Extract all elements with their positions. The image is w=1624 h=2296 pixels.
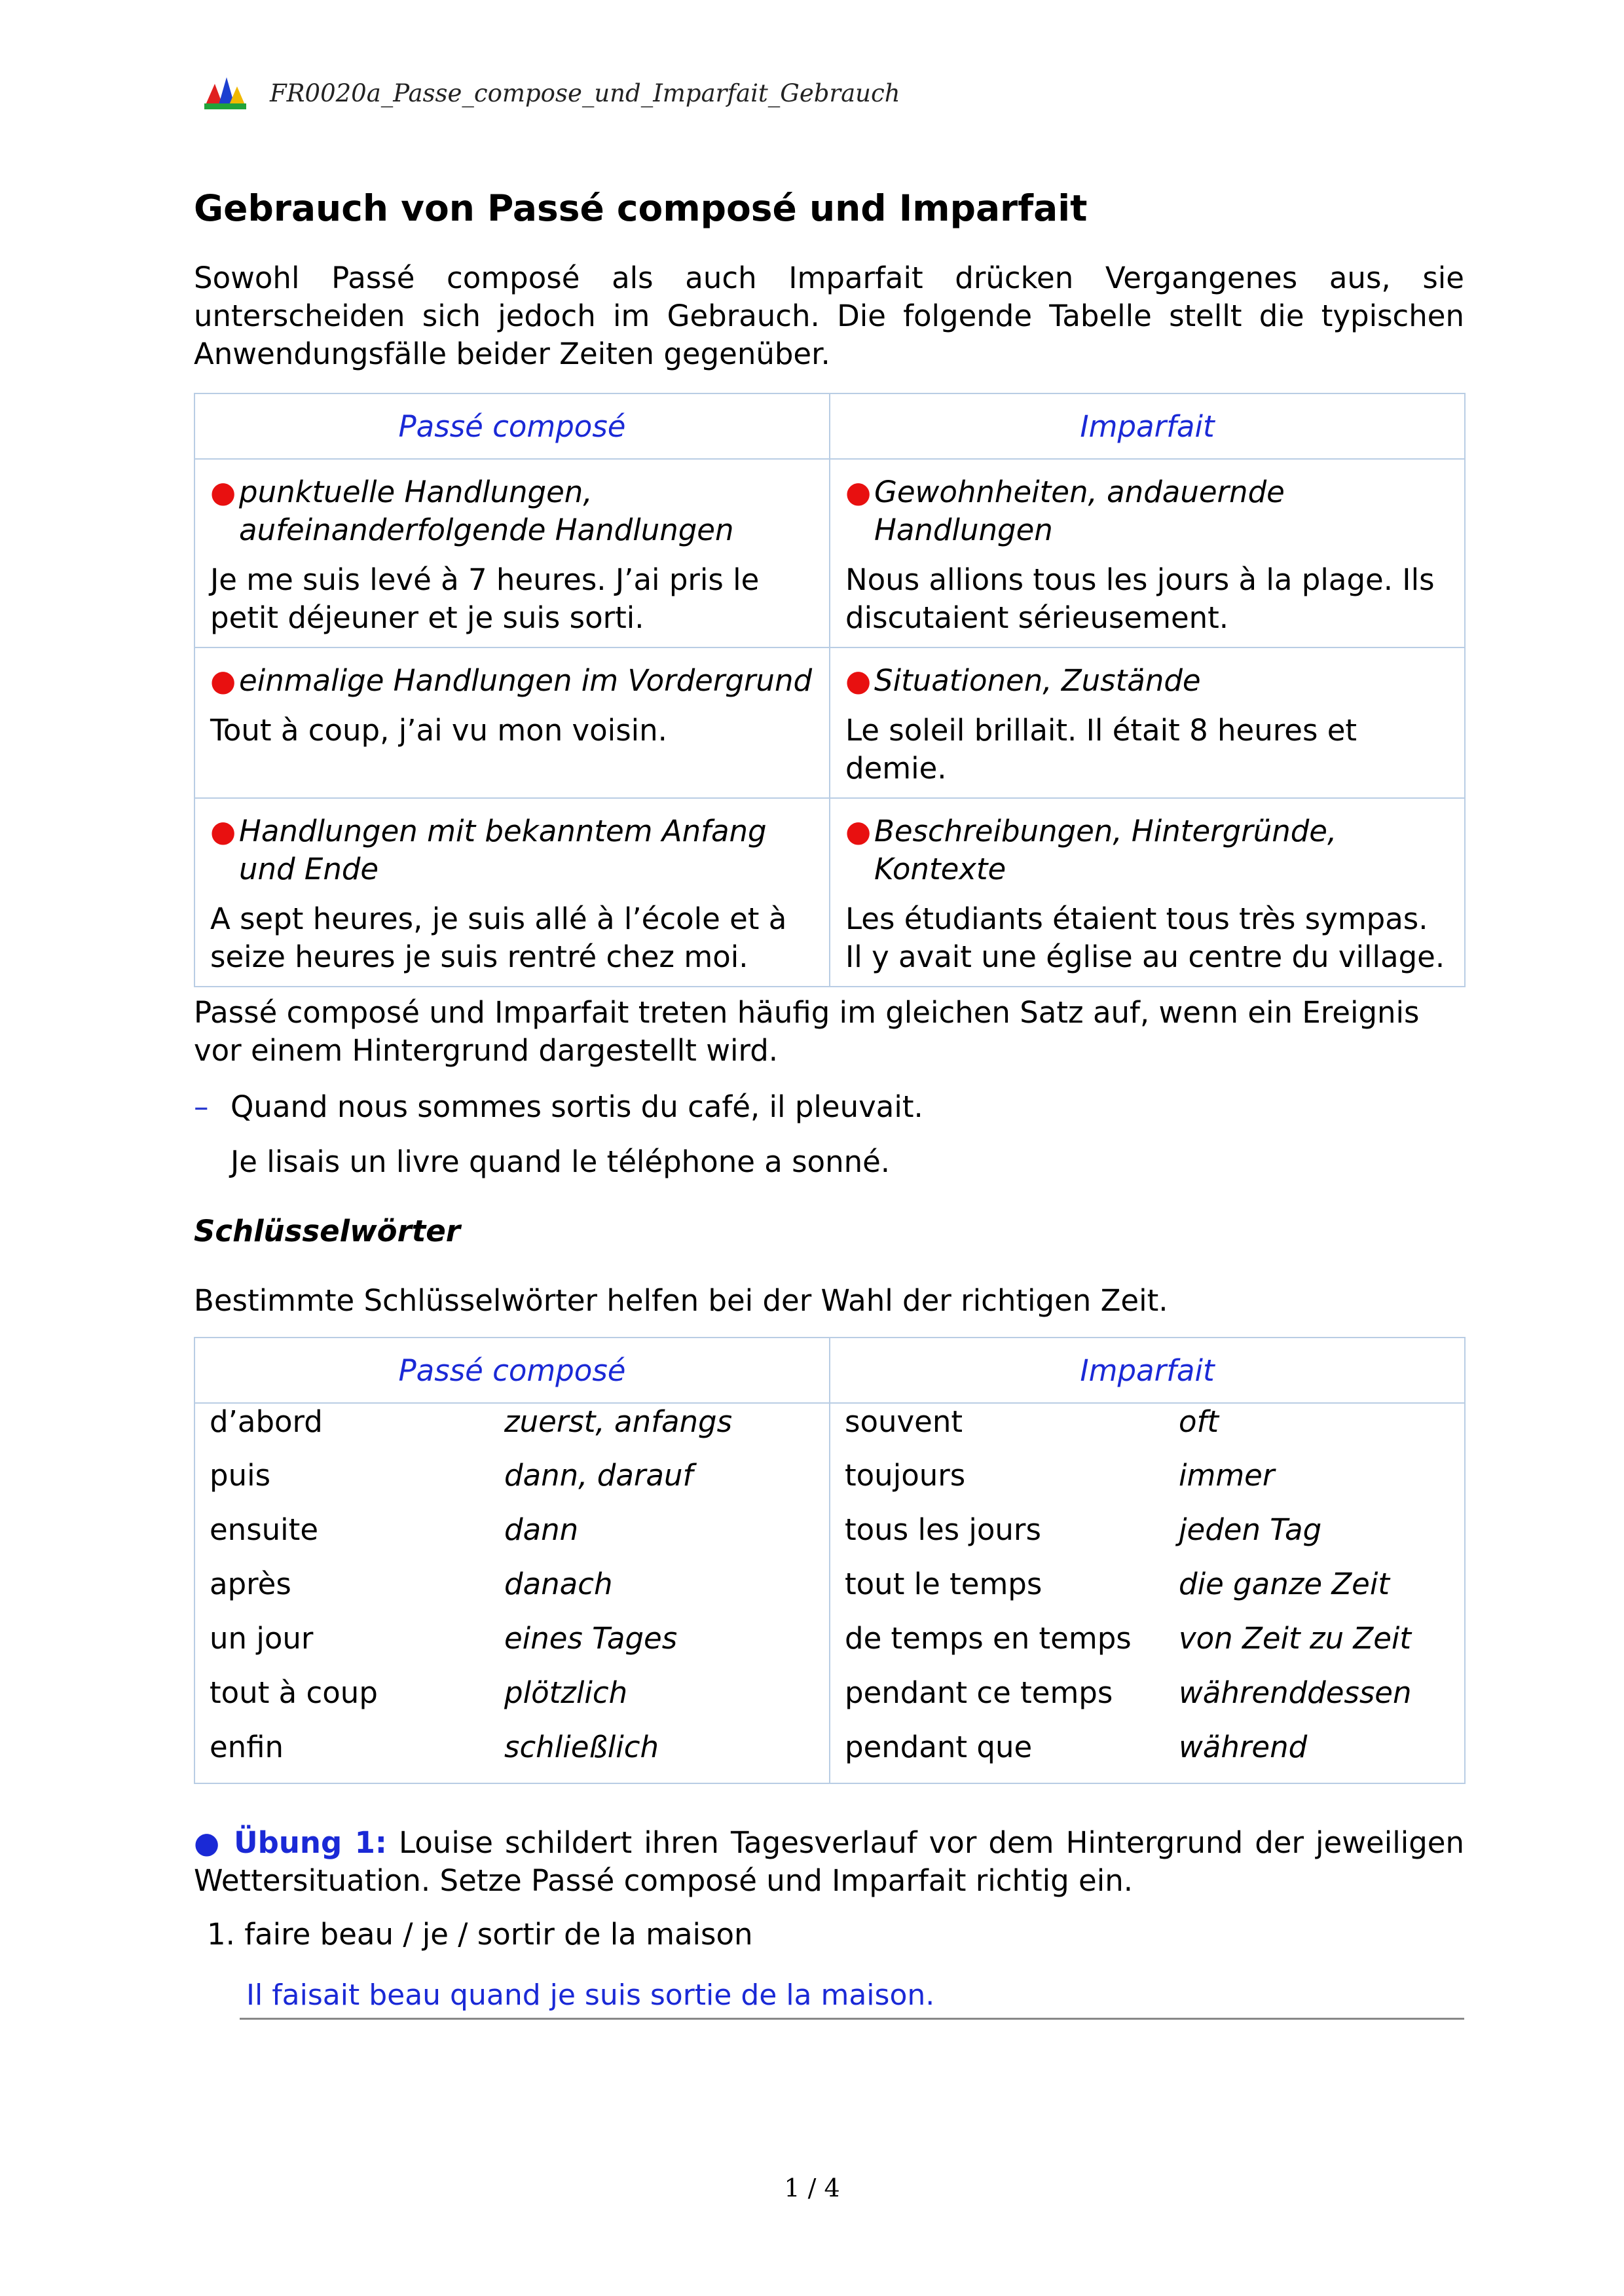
exercise-label: Übung 1: (234, 1825, 387, 1860)
usage-rule: ● Gewohnheiten, andauernde Handlungen (845, 475, 1285, 547)
usage-header-imparfait: Imparfait (830, 393, 1465, 459)
keyword-fr: de temps en temps (830, 1620, 1178, 1675)
keyword-de: dann (504, 1512, 830, 1566)
keywords-heading: Schlüsselwörter (194, 1214, 460, 1248)
usage-example: Le soleil brillait. Il était 8 heures et demie. (845, 713, 1357, 786)
usage-cell-imparfait (830, 459, 1465, 647)
usage-cell-passe-compose (194, 647, 830, 798)
combined-usage-paragraph: Passé composé und Imparfait treten häufig im gleichen Satz auf, wenn ein Ereignis vor einem Hintergrund dargestellt wird. (194, 995, 1420, 1068)
keyword-de: eines Tages (504, 1620, 830, 1675)
bullet-icon: ● (194, 1825, 223, 1860)
page-title: Gebrauch von Passé composé und Imparfait (194, 187, 1088, 229)
usage-row (194, 647, 1465, 798)
exercise-item-1 (207, 1916, 753, 1954)
example-line-1 (194, 1088, 923, 1126)
keyword-de: die ganze Zeit (1178, 1566, 1465, 1620)
usage-cell-imparfait (830, 647, 1465, 798)
intro-paragraph: Sowohl Passé composé als auch Imparfait drücken Vergangenes aus, sie unterscheiden sich jedoch im Gebrauch. Die folgende Tabelle stellt die typischen Anwendungsfälle beider Zeiten gegenüber. (194, 261, 1464, 371)
keyword-fr: puis (194, 1457, 504, 1512)
logo-icon (203, 75, 248, 111)
usage-rule: ● Beschreibungen, Hintergründe, Kontexte (845, 814, 1337, 886)
keyword-fr: tout à coup (194, 1675, 504, 1729)
exercise-text: Louise schildert ihren Tagesverlauf vor dem Hintergrund der jeweiligen Wettersituation. Setze Passé composé und Imparfait richtig ein. (194, 1825, 1464, 1898)
keyword-row (194, 1457, 1465, 1512)
keyword-fr: pendant que (830, 1729, 1178, 1783)
bullet-icon: ● (845, 663, 872, 698)
usage-example: Nous allions tous les jours à la plage. Ils discutaient sérieusement. (845, 562, 1435, 635)
keywords-table (194, 1337, 1466, 1784)
keyword-de: währenddessen (1178, 1675, 1465, 1729)
keyword-de: zuerst, anfangs (504, 1403, 830, 1457)
bullet-icon: ● (845, 475, 872, 509)
keywords-header-imparfait: Imparfait (830, 1338, 1465, 1403)
bullet-icon: ● (210, 663, 236, 698)
document-id: FR0020a_Passe_compose_und_Imparfait_Gebrauch (270, 79, 900, 107)
example-sentence-1: Quand nous sommes sortis du café, il pleuvait. (231, 1089, 923, 1124)
keyword-fr: toujours (830, 1457, 1178, 1512)
keywords-intro: Bestimmte Schlüsselwörter helfen bei der Wahl der richtigen Zeit. (194, 1283, 1168, 1318)
keyword-row (194, 1512, 1465, 1566)
keyword-de: danach (504, 1566, 830, 1620)
usage-example: A sept heures, je suis allé à l’école et à seize heures je suis rentré chez moi. (210, 902, 787, 974)
item-prompt: faire beau / je / sortir de la maison (244, 1917, 753, 1952)
keyword-fr: un jour (194, 1620, 504, 1675)
usage-example: Je me suis levé à 7 heures. J’ai pris le petit déjeuner et je suis sorti. (210, 562, 760, 635)
keyword-fr: souvent (830, 1403, 1178, 1457)
keyword-fr: tous les jours (830, 1512, 1178, 1566)
dash-marker: – (194, 1089, 209, 1124)
keyword-row (194, 1403, 1465, 1457)
keyword-row (194, 1675, 1465, 1729)
keyword-fr: pendant ce temps (830, 1675, 1178, 1729)
keyword-fr: tout le temps (830, 1566, 1178, 1620)
usage-cell-passe-compose (194, 459, 830, 647)
usage-table (194, 393, 1466, 987)
usage-header-passe-compose: Passé composé (194, 393, 830, 459)
keyword-fr: ensuite (194, 1512, 504, 1566)
example-sentence-2: Je lisais un livre quand le téléphone a sonné. (231, 1144, 891, 1179)
usage-rule: ● Situationen, Zustände (845, 662, 1449, 700)
usage-cell-imparfait (830, 798, 1465, 987)
bullet-icon: ● (210, 475, 236, 509)
keyword-fr: après (194, 1566, 504, 1620)
keyword-row (194, 1729, 1465, 1783)
keyword-de: von Zeit zu Zeit (1178, 1620, 1465, 1675)
usage-row (194, 459, 1465, 647)
usage-row (194, 798, 1465, 987)
keyword-fr: enfin (194, 1729, 504, 1783)
keyword-de: plötzlich (504, 1675, 830, 1729)
keyword-row (194, 1620, 1465, 1675)
item-number: 1. (207, 1917, 235, 1952)
usage-rule: ● Handlungen mit bekanntem Anfang und Ende (210, 814, 767, 886)
usage-rule: ● punktuelle Handlungen, aufeinanderfolgende Handlungen (210, 475, 734, 547)
bullet-icon: ● (845, 814, 872, 848)
keyword-de: jeden Tag (1178, 1512, 1465, 1566)
exercise-instruction (194, 1824, 1464, 1900)
answer-line-1[interactable] (240, 1972, 1464, 2020)
bullet-icon: ● (210, 814, 236, 848)
example-line-2 (194, 1143, 890, 1181)
keyword-de: während (1178, 1729, 1465, 1783)
answer-text: Il faisait beau quand je suis sortie de la maison. (246, 1978, 935, 2012)
keywords-header-passe-compose: Passé composé (194, 1338, 830, 1403)
keyword-de: schließlich (504, 1729, 830, 1783)
page-number: 1 / 4 (784, 2174, 840, 2202)
usage-cell-passe-compose (194, 798, 830, 987)
keyword-de: oft (1178, 1403, 1465, 1457)
usage-example: Les étudiants étaient tous très sympas. Il y avait une église au centre du village. (845, 902, 1445, 974)
page-header (203, 73, 900, 113)
usage-example: Tout à coup, j’ai vu mon voisin. (210, 713, 667, 748)
usage-rule: ● einmalige Handlungen im Vordergrund (210, 662, 814, 700)
keyword-de: dann, darauf (504, 1457, 830, 1512)
keyword-de: immer (1178, 1457, 1465, 1512)
keyword-fr: d’abord (194, 1403, 504, 1457)
keyword-row (194, 1566, 1465, 1620)
